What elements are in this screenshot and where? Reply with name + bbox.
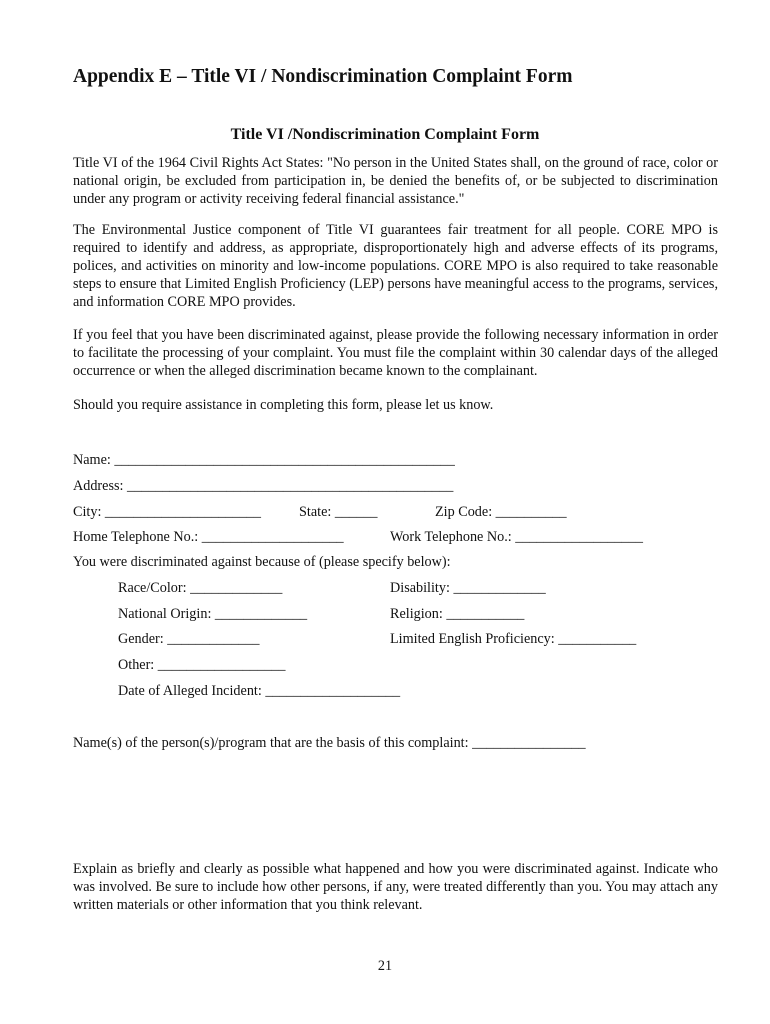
assistance-paragraph: Should you require assistance in completing this form, please let us know. [73, 397, 494, 413]
page-number: 21 [377, 958, 393, 974]
gender-field[interactable]: Gender: _____________ [118, 631, 260, 647]
name-field[interactable]: Name: ________________________________________________ [73, 452, 455, 468]
national-origin-field[interactable]: National Origin: _____________ [118, 606, 308, 622]
zip-code-field[interactable]: Zip Code: __________ [435, 504, 567, 520]
religion-field[interactable]: Religion: ___________ [390, 606, 525, 622]
incident-date-field[interactable]: Date of Alleged Incident: ___________________ [118, 683, 401, 699]
form-title: Title VI /Nondiscrimination Complaint Form [230, 126, 540, 143]
home-telephone-field[interactable]: Home Telephone No.: ____________________ [73, 529, 344, 545]
title-vi-paragraph: Title VI of the 1964 Civil Rights Act States: "No person in the United States shall, on the ground of race, color or national origin, be excluded from participation in, be denied the benefits of, or be subjected to discrimination under any program or activity receiving federal financial assistance." [73, 155, 718, 207]
page-heading: Appendix E – Title VI / Nondiscrimination Complaint Form [73, 66, 573, 87]
limited-english-proficiency-field[interactable]: Limited English Proficiency: ___________ [390, 631, 637, 647]
explanation-paragraph: Explain as briefly and clearly as possible what happened and how you were discriminated against. Indicate who was involved. Be sure to include how other persons, if any, were treated differently than you. You may attach any written materials or other information that you think relevant. [73, 861, 718, 913]
disability-field[interactable]: Disability: _____________ [390, 580, 546, 596]
persons-basis-field[interactable]: Name(s) of the person(s)/program that are the basis of this complaint: ________________ [73, 735, 586, 751]
discrimination-basis-prompt: You were discriminated against because of (please specify below): [73, 554, 451, 570]
environmental-justice-paragraph: The Environmental Justice component of Title VI guarantees fair treatment for all people. CORE MPO is required to identify and address, as appropriate, disproportionately high and adverse effects of its programs, polices, and activities on minority and low-income populations. CORE MPO is also required to take reasonable steps to ensure that Limited English Proficiency (LEP) persons have meaningful access to the programs, services, and information CORE MPO provides. [73, 222, 718, 310]
address-field[interactable]: Address: ______________________________________________ [73, 478, 454, 494]
state-field[interactable]: State: ______ [299, 504, 378, 520]
instructions-paragraph: If you feel that you have been discriminated against, please provide the following necessary information in order to facilitate the processing of your complaint. You must file the complaint within 30 calendar days of the alleged occurrence or when the alleged discrimination became known to the complainant. [73, 327, 718, 379]
other-field[interactable]: Other: __________________ [118, 657, 286, 673]
city-field[interactable]: City: ______________________ [73, 504, 261, 520]
work-telephone-field[interactable]: Work Telephone No.: __________________ [390, 529, 643, 545]
race-color-field[interactable]: Race/Color: _____________ [118, 580, 283, 596]
